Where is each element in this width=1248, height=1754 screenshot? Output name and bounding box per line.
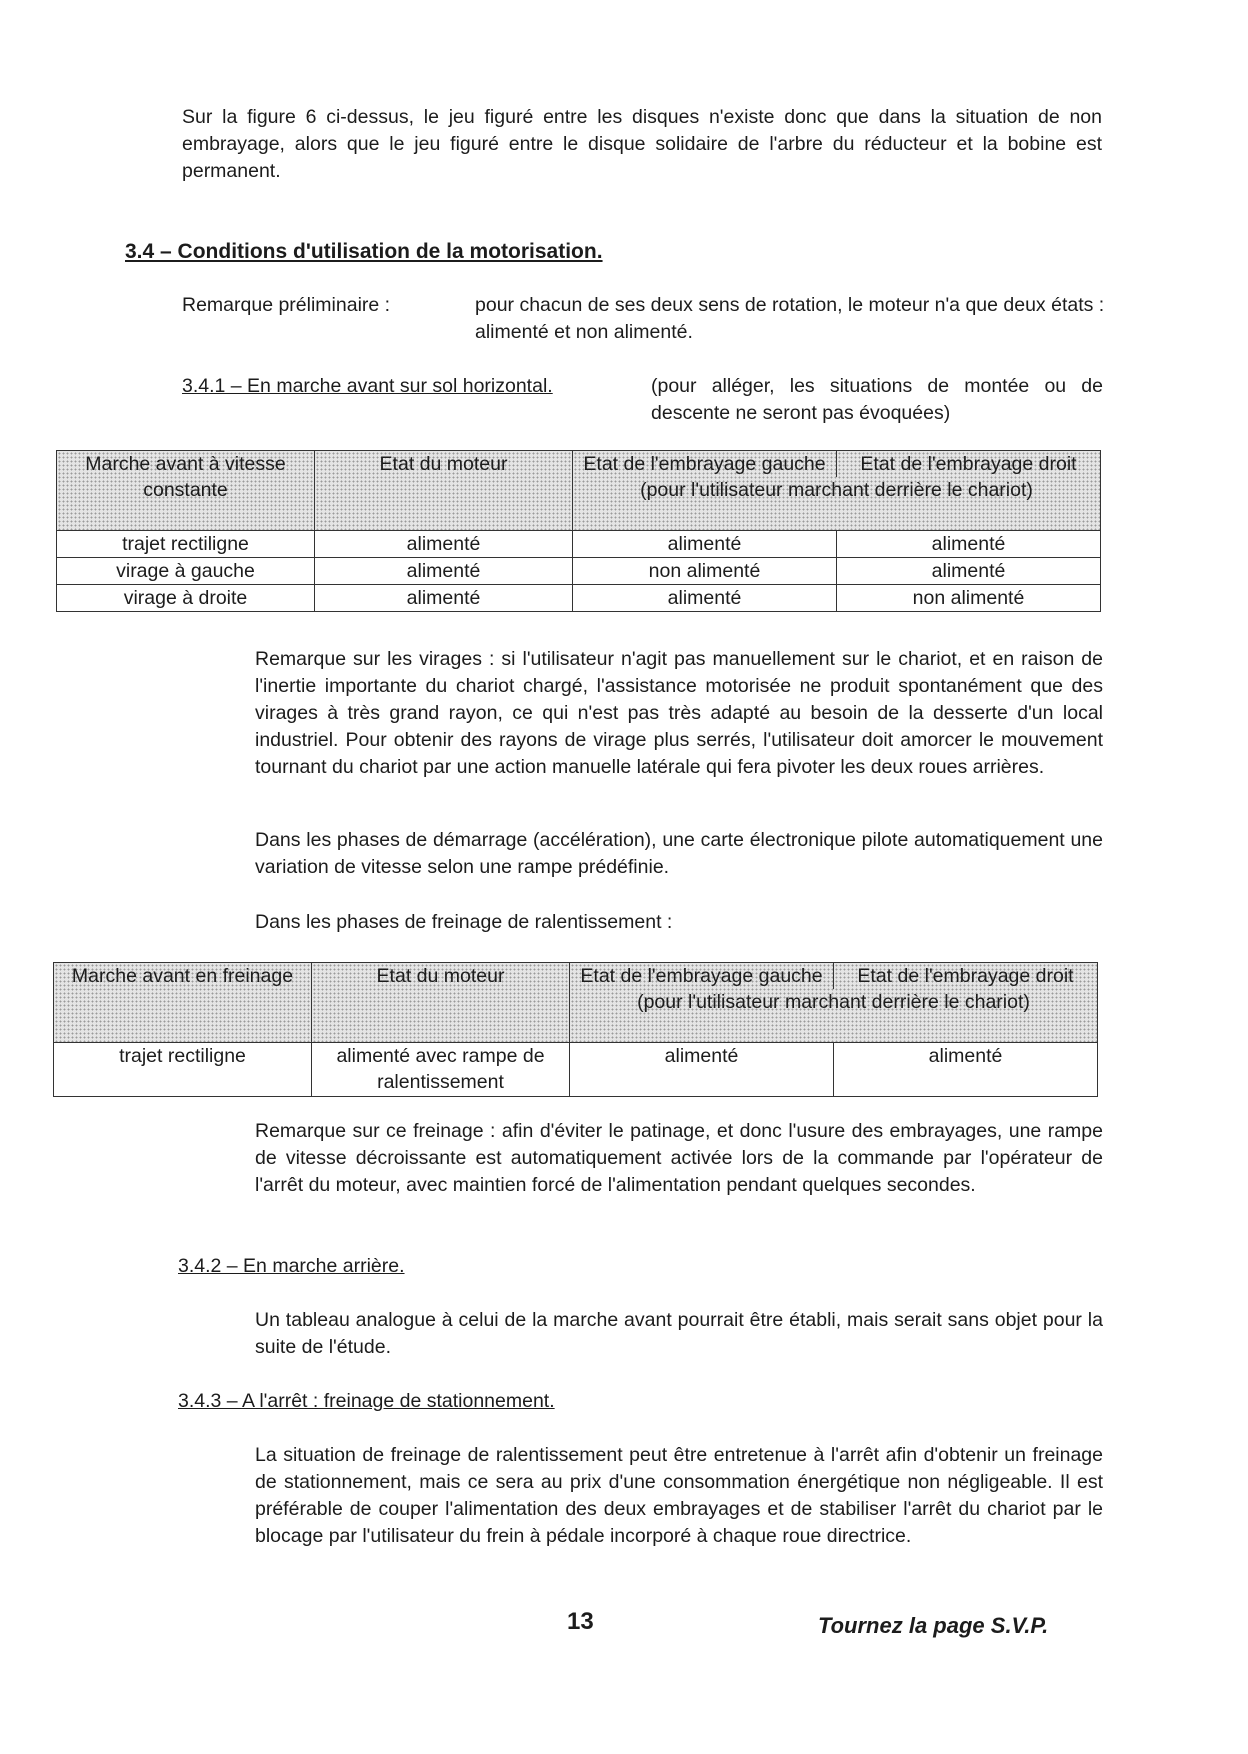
section-3-4-2-heading: 3.4.2 – En marche arrière. [178,1255,405,1277]
table-cell: virage à gauche [57,558,315,585]
section-3-4-2-text: Un tableau analogue à celui de la marche avant pourrait être établi, mais serait sans objet pour la suite de l'étude. [255,1309,1103,1358]
table-cell: non alimenté [573,558,837,585]
table-cell: trajet rectiligne [54,1043,312,1097]
table-header-cell: Etat du moteur [315,451,573,531]
table-cell: alimenté [573,585,837,612]
turn-page-note: Tournez la page S.V.P. [818,1613,1049,1638]
remark-virages: Remarque sur les virages : si l'utilisateur n'agit pas manuellement sur le chariot, et en raison de l'inertie importante du chariot chargé, l'assistance motorisée ne produit spontanément que des virages à très grand rayon, ce qui n'est pas très adapté au besoin de la desserte d'un local industriel. Pour obtenir des rayons de virage plus serrés, l'utilisateur doit amorcer le mouvement tournant du chariot par une action manuelle latérale qui fera pivoter les deux roues arrières. [255,648,1103,778]
table-header-cell: Marche avant en freinage [54,963,312,1043]
table-header-cell: Etat de l'embrayage gauche [570,963,834,989]
table-header-note: (pour l'utilisateur marchant derrière le chariot) [637,991,1030,1013]
table-header-row [54,963,1098,1043]
table-cell: non alimenté [837,585,1101,612]
remark-preliminary-text: pour chacun de ses deux sens de rotation, le moteur n'a que deux états : alimenté et non alimenté. [475,294,1105,343]
table-header-cell: Etat de l'embrayage gauche [573,451,837,477]
table-header-row [57,451,1101,531]
table-row [54,1043,1098,1097]
table-header-cell: Etat de l'embrayage droit [857,965,1074,987]
table-cell: alimenté [570,1043,834,1097]
table-header-note: (pour l'utilisateur marchant derrière le chariot) [640,479,1033,501]
table-row [57,558,1101,585]
table-cell: alimenté [837,531,1101,558]
table-cell: alimenté [837,558,1101,585]
section-3-4-3-heading: 3.4.3 – A l'arrêt : freinage de stationnement. [178,1390,555,1412]
table-cell: alimenté [315,558,573,585]
table-header-cell: Etat de l'embrayage droit [860,453,1077,475]
table-cell: trajet rectiligne [57,531,315,558]
section-3-4-heading: 3.4 – Conditions d'utilisation de la motorisation. [125,240,603,263]
table-cell: alimenté avec rampe de ralentissement [312,1043,570,1097]
table-row [57,531,1101,558]
remark-preliminary-label: Remarque préliminaire : [182,294,391,316]
intro-paragraph: Sur la figure 6 ci-dessus, le jeu figuré entre les disques n'existe donc que dans la situation de non embrayage, alors que le jeu figuré entre le disque solidaire de l'arbre du réducteur et la bobine est permanent. [182,106,1102,182]
table-marche-constante [56,450,1101,612]
table-cell: alimenté [834,1043,1098,1097]
table-header-merged [573,451,1101,531]
page-number: 13 [567,1608,594,1635]
table-cell: alimenté [573,531,837,558]
table-cell: virage à droite [57,585,315,612]
section-3-4-1-heading: 3.4.1 – En marche avant sur sol horizontal. [182,375,553,397]
demarrage-paragraph: Dans les phases de démarrage (accélération), une carte électronique pilote automatiquement une variation de vitesse selon une rampe prédéfinie. [255,829,1103,878]
table-header-cell: Marche avant à vitesse constante [57,451,315,531]
section-3-4-1-note: (pour alléger, les situations de montée ou de descente ne seront pas évoquées) [651,375,1103,424]
table-row [57,585,1101,612]
table-cell: alimenté [315,531,573,558]
freinage-intro: Dans les phases de freinage de ralentissement : [255,911,673,933]
table-header-merged [570,963,1098,1043]
remark-freinage: Remarque sur ce freinage : afin d'éviter le patinage, et donc l'usure des embrayages, une rampe de vitesse décroissante est automatiquement activée lors de la commande par l'opérateur de l'arrêt du moteur, avec maintien forcé de l'alimentation pendant quelques secondes. [255,1120,1103,1196]
table-header-cell: Etat du moteur [312,963,570,1043]
table-marche-freinage [53,962,1098,1097]
table-cell: alimenté [315,585,573,612]
section-3-4-3-text: La situation de freinage de ralentissement peut être entretenue à l'arrêt afin d'obtenir un freinage de stationnement, mais ce sera au prix d'une consommation énergétique non négligeable. Il est préférable de couper l'alimentation des deux embrayages et de stabiliser l'arrêt du chariot par le blocage par l'utilisateur du frein à pédale incorporé à chaque roue directrice. [255,1444,1103,1547]
